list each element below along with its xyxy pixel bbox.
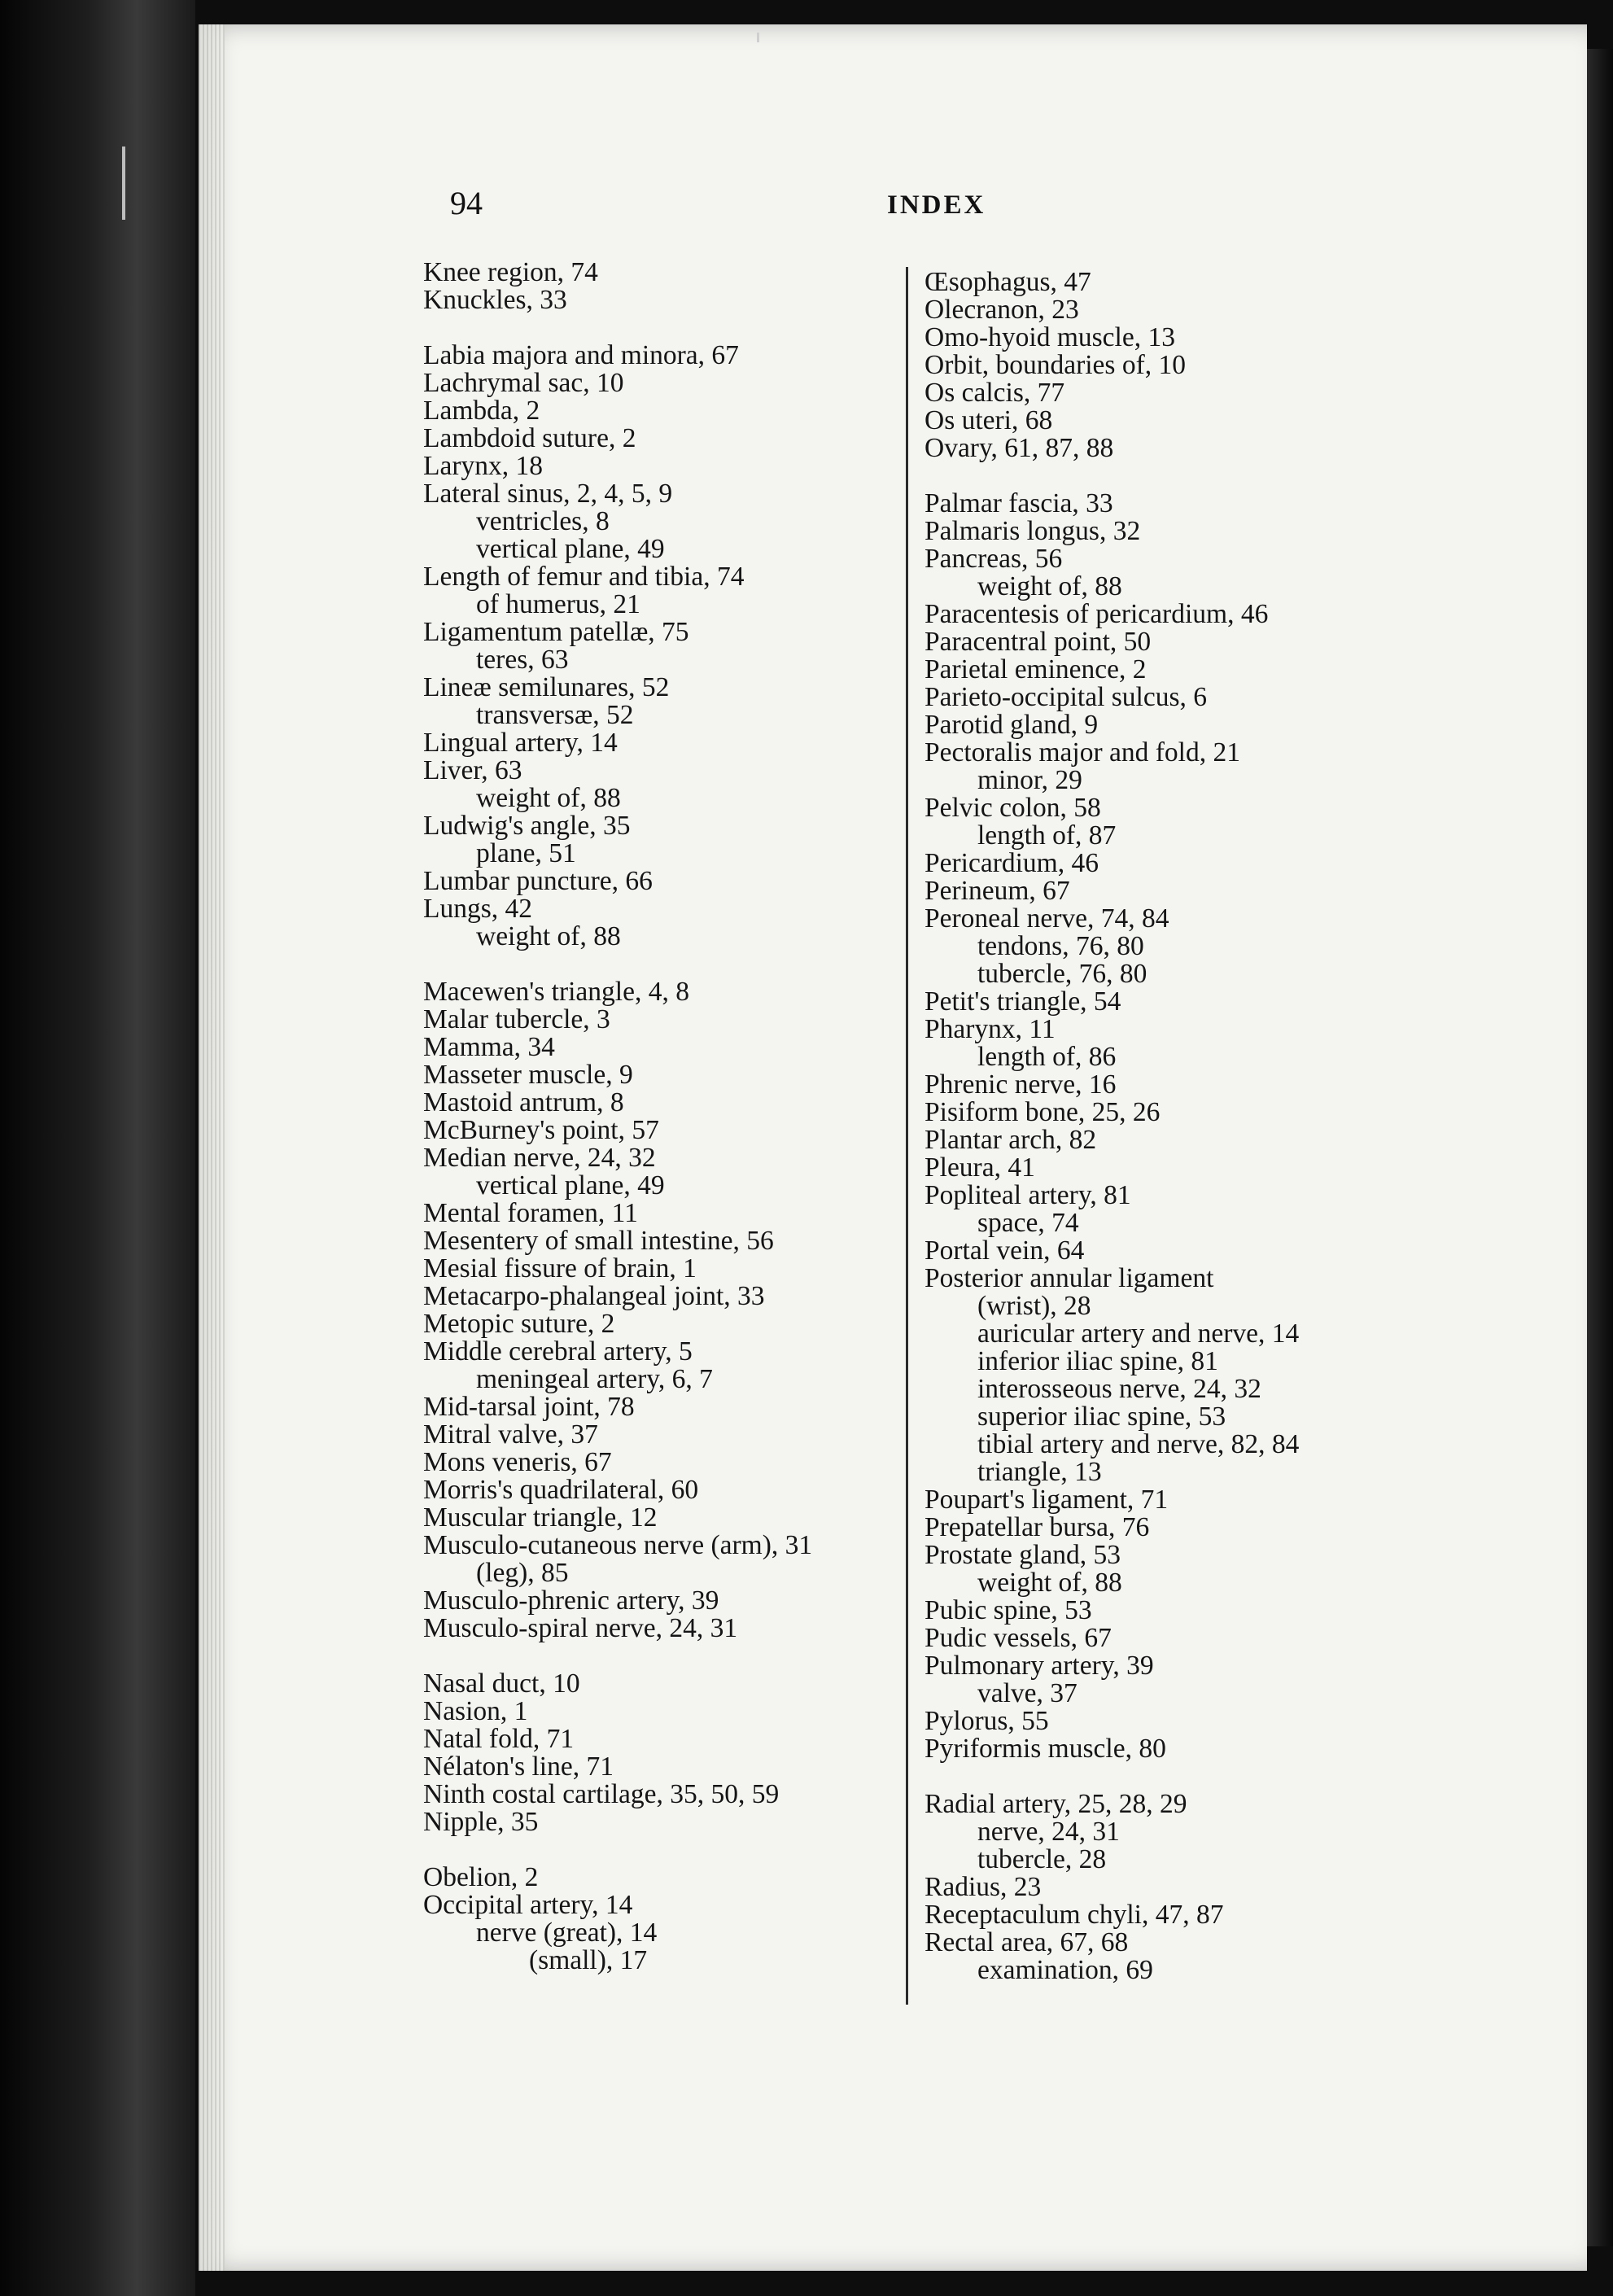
page-number: 94 bbox=[450, 185, 483, 221]
index-entry: Pericardium, 46 bbox=[925, 848, 1099, 878]
index-entry: Metopic suture, 2 bbox=[423, 1309, 615, 1339]
index-entry: Pyriformis muscle, 80 bbox=[925, 1734, 1166, 1764]
index-subentry: nerve, 24, 31 bbox=[977, 1817, 1120, 1847]
index-entry: Posterior annular ligament bbox=[925, 1263, 1214, 1293]
index-column-right bbox=[925, 269, 1405, 1984]
index-entry: Plantar arch, 82 bbox=[925, 1125, 1097, 1155]
index-entry: Nasal duct, 10 bbox=[423, 1668, 580, 1699]
index-entry: Liver, 63 bbox=[423, 755, 522, 785]
index-entry: Knee region, 74 bbox=[423, 257, 598, 287]
scan-scratch bbox=[122, 147, 125, 220]
index-entry: Natal fold, 71 bbox=[423, 1724, 575, 1754]
index-entry: Rectal area, 67, 68 bbox=[925, 1927, 1129, 1957]
index-subentry: length of, 86 bbox=[977, 1042, 1117, 1072]
index-entry: Palmaris longus, 32 bbox=[925, 516, 1141, 546]
index-entry: Muscular triangle, 12 bbox=[423, 1502, 658, 1533]
index-entry: Musculo-phrenic artery, 39 bbox=[423, 1585, 719, 1616]
index-entry: Lingual artery, 14 bbox=[423, 728, 618, 758]
index-entry: Masseter muscle, 9 bbox=[423, 1060, 633, 1090]
index-subentry: tubercle, 28 bbox=[977, 1844, 1107, 1874]
running-header: INDEX bbox=[887, 190, 986, 220]
index-entry: Pleura, 41 bbox=[925, 1152, 1035, 1183]
index-subentry: tendons, 76, 80 bbox=[977, 931, 1144, 961]
index-entry: Perineum, 67 bbox=[925, 876, 1070, 906]
index-entry: Nélaton's line, 71 bbox=[423, 1752, 614, 1782]
index-subentry: (leg), 85 bbox=[476, 1558, 569, 1588]
index-entry: Occipital artery, 14 bbox=[423, 1890, 633, 1920]
index-entry: Œsophagus, 47 bbox=[925, 267, 1091, 297]
index-entry: Ovary, 61, 87, 88 bbox=[925, 433, 1114, 463]
index-entry: McBurney's point, 57 bbox=[423, 1115, 659, 1145]
column-divider bbox=[906, 267, 908, 2005]
index-entry: Pharynx, 11 bbox=[925, 1014, 1056, 1044]
index-entry: Radial artery, 25, 28, 29 bbox=[925, 1789, 1187, 1819]
entry-spacer bbox=[423, 1836, 928, 1864]
index-subentry: examination, 69 bbox=[977, 1955, 1153, 1985]
index-subentry: weight of, 88 bbox=[476, 921, 621, 951]
index-entry: Mons veneris, 67 bbox=[423, 1447, 612, 1477]
index-entry: Mastoid antrum, 8 bbox=[423, 1087, 624, 1117]
index-entry: Ludwig's angle, 35 bbox=[423, 811, 631, 841]
index-subentry: transversæ, 52 bbox=[476, 700, 634, 730]
page-right-edge bbox=[1587, 49, 1613, 2246]
index-subentry: weight of, 88 bbox=[977, 1568, 1122, 1598]
index-subentry: (small), 17 bbox=[529, 1945, 648, 1975]
index-entry: Parotid gland, 9 bbox=[925, 710, 1099, 740]
index-entry: Pisiform bone, 25, 26 bbox=[925, 1097, 1161, 1127]
index-subentry: teres, 63 bbox=[476, 645, 569, 675]
index-subentry: interosseous nerve, 24, 32 bbox=[977, 1374, 1261, 1404]
index-entry: Pancreas, 56 bbox=[925, 544, 1063, 574]
index-entry: Morris's quadrilateral, 60 bbox=[423, 1475, 699, 1505]
index-entry: Olecranon, 23 bbox=[925, 295, 1079, 325]
index-subentry: tubercle, 76, 80 bbox=[977, 959, 1147, 989]
index-entry: Lungs, 42 bbox=[423, 894, 532, 924]
index-entry: Lineæ semilunares, 52 bbox=[423, 672, 670, 702]
index-entry: Length of femur and tibia, 74 bbox=[423, 562, 745, 592]
index-subentry: tibial artery and nerve, 82, 84 bbox=[977, 1429, 1300, 1459]
index-entry: Portal vein, 64 bbox=[925, 1235, 1085, 1266]
index-entry: Musculo-cutaneous nerve (arm), 31 bbox=[423, 1530, 813, 1560]
index-entry: Pelvic colon, 58 bbox=[925, 793, 1101, 823]
index-entry: Popliteal artery, 81 bbox=[925, 1180, 1131, 1210]
index-entry: Pudic vessels, 67 bbox=[925, 1623, 1112, 1653]
index-column-left bbox=[423, 259, 928, 1975]
scan-speck bbox=[757, 33, 759, 42]
index-subentry: ventricles, 8 bbox=[476, 506, 610, 536]
index-subentry: weight of, 88 bbox=[476, 783, 621, 813]
index-entry: Metacarpo-phalangeal joint, 33 bbox=[423, 1281, 765, 1311]
index-entry: Median nerve, 24, 32 bbox=[423, 1143, 656, 1173]
index-entry: Receptaculum chyli, 47, 87 bbox=[925, 1900, 1224, 1930]
index-entry: Petit's triangle, 54 bbox=[925, 986, 1121, 1017]
entry-spacer bbox=[925, 462, 1405, 490]
index-subentry: vertical plane, 49 bbox=[476, 1170, 665, 1200]
index-entry: Parieto-occipital sulcus, 6 bbox=[925, 682, 1208, 712]
index-subentry: (wrist), 28 bbox=[977, 1291, 1091, 1321]
index-subentry: weight of, 88 bbox=[977, 571, 1122, 601]
index-entry: Lambda, 2 bbox=[423, 396, 540, 426]
index-entry: Orbit, boundaries of, 10 bbox=[925, 350, 1186, 380]
index-subentry: minor, 29 bbox=[977, 765, 1082, 795]
entry-spacer bbox=[423, 951, 928, 978]
index-entry: Musculo-spiral nerve, 24, 31 bbox=[423, 1613, 738, 1643]
entry-spacer bbox=[423, 314, 928, 342]
index-entry: Lambdoid suture, 2 bbox=[423, 423, 636, 453]
index-entry: Pulmonary artery, 39 bbox=[925, 1651, 1154, 1681]
index-entry: Parietal eminence, 2 bbox=[925, 654, 1147, 684]
index-entry: Poupart's ligament, 71 bbox=[925, 1485, 1169, 1515]
index-subentry: length of, 87 bbox=[977, 820, 1117, 851]
index-subentry: nerve (great), 14 bbox=[476, 1918, 658, 1948]
index-entry: Pectoralis major and fold, 21 bbox=[925, 737, 1240, 768]
entry-spacer bbox=[925, 1763, 1405, 1791]
index-entry: Middle cerebral artery, 5 bbox=[423, 1336, 693, 1367]
index-entry: Prepatellar bursa, 76 bbox=[925, 1512, 1150, 1542]
index-entry: Nipple, 35 bbox=[423, 1807, 539, 1837]
index-entry: Mamma, 34 bbox=[423, 1032, 555, 1062]
index-entry: Peroneal nerve, 74, 84 bbox=[925, 903, 1169, 934]
index-entry: Ninth costal cartilage, 35, 50, 59 bbox=[423, 1779, 780, 1809]
index-entry: Mental foramen, 11 bbox=[423, 1198, 638, 1228]
index-subentry: superior iliac spine, 53 bbox=[977, 1402, 1226, 1432]
index-entry: Os calcis, 77 bbox=[925, 378, 1065, 408]
index-entry: Phrenic nerve, 16 bbox=[925, 1069, 1117, 1100]
index-entry: Paracentral point, 50 bbox=[925, 627, 1152, 657]
index-subentry: triangle, 13 bbox=[977, 1457, 1102, 1487]
index-entry: Lachrymal sac, 10 bbox=[423, 368, 624, 398]
page-gutter-shadow bbox=[199, 24, 225, 2271]
index-subentry: auricular artery and nerve, 14 bbox=[977, 1319, 1300, 1349]
book-binding-edge bbox=[0, 0, 195, 2296]
index-subentry: vertical plane, 49 bbox=[476, 534, 665, 564]
index-entry: Os uteri, 68 bbox=[925, 405, 1053, 435]
index-entry: Macewen's triangle, 4, 8 bbox=[423, 977, 689, 1007]
index-entry: Mitral valve, 37 bbox=[423, 1419, 598, 1450]
index-entry: Pubic spine, 53 bbox=[925, 1595, 1092, 1625]
index-entry: Labia majora and minora, 67 bbox=[423, 340, 739, 370]
index-entry: Omo-hyoid muscle, 13 bbox=[925, 322, 1175, 352]
index-entry: Mesial fissure of brain, 1 bbox=[423, 1253, 697, 1284]
index-entry: Mid-tarsal joint, 78 bbox=[423, 1392, 635, 1422]
index-entry: Radius, 23 bbox=[925, 1872, 1042, 1902]
index-entry: Nasion, 1 bbox=[423, 1696, 528, 1726]
index-entry: Malar tubercle, 3 bbox=[423, 1004, 610, 1034]
index-subentry: meningeal artery, 6, 7 bbox=[476, 1364, 713, 1394]
entry-spacer bbox=[423, 1642, 928, 1670]
index-entry: Palmar fascia, 33 bbox=[925, 488, 1113, 518]
index-entry: Knuckles, 33 bbox=[423, 285, 567, 315]
index-entry: Paracentesis of pericardium, 46 bbox=[925, 599, 1269, 629]
index-subentry: valve, 37 bbox=[977, 1678, 1078, 1708]
index-entry: Prostate gland, 53 bbox=[925, 1540, 1121, 1570]
index-entry: Lumbar puncture, 66 bbox=[423, 866, 653, 896]
index-entry: Larynx, 18 bbox=[423, 451, 543, 481]
index-entry: Mesentery of small intestine, 56 bbox=[423, 1226, 774, 1256]
index-subentry: space, 74 bbox=[977, 1208, 1079, 1238]
index-entry: Obelion, 2 bbox=[423, 1862, 539, 1892]
index-entry: Lateral sinus, 2, 4, 5, 9 bbox=[423, 479, 673, 509]
index-entry: Pylorus, 55 bbox=[925, 1706, 1049, 1736]
index-subentry: plane, 51 bbox=[476, 838, 576, 868]
index-entry: Ligamentum patellæ, 75 bbox=[423, 617, 689, 647]
index-subentry: of humerus, 21 bbox=[476, 589, 640, 619]
index-subentry: inferior iliac spine, 81 bbox=[977, 1346, 1218, 1376]
